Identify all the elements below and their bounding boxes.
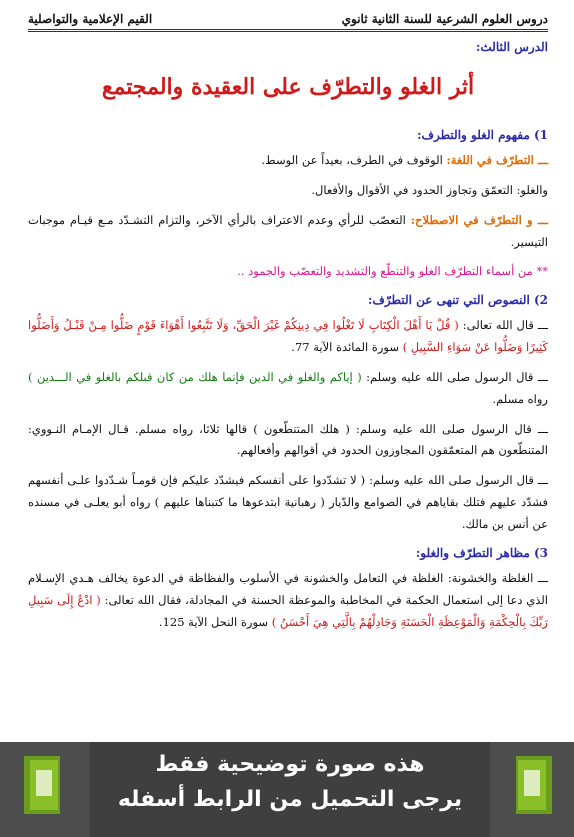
banner-line-2: يرجى التحميل من الرابط أسفله — [117, 787, 463, 812]
hadith-1-intro: ـــ قال الرسول صلى الله عليه وسلم: — [366, 369, 548, 384]
hadith-3: ـــ قال الرسول صلى الله عليه وسلم: ( لا تشدّدوا على أنفسكم فيشدّد عليكم فإن قومـاً شـدّدوا علـى أنفسهم فشدّد عليهم فتلك بقاياهم في الصوامع والدّيار ( رهبانية ابتدعوها ما كتبناها عليهم ) رواه أبو يعلـى في مسنده عن أنس بن مالك. — [28, 473, 548, 531]
book-icon — [508, 750, 556, 820]
quran-verse-1-ref: سورة المائدة الآية 77. — [291, 340, 399, 355]
manifestation-1-ref: سورة النحل الآية 125. — [158, 614, 269, 629]
section-3-title: 3) مظاهر التطرّف والغلو: — [415, 545, 548, 560]
download-notice-banner — [90, 742, 490, 837]
banner-line-1: هذه صورة توضيحية فقط — [155, 752, 425, 777]
hadith-2: ـــ قال الرسول صلى الله عليه وسلم: ( هلك المتنطّعون ) قالها ثلاثا، رواه مسلم. قـال الإمـام النـووي: المتنطّعون هم المتعمّقون المجاوزون الحدود في أقوالهم وأفعالهم. — [28, 421, 548, 458]
definition-ghuluw: والغلو: التعمّق وتجاوز الحدود في الأقوال والأفعال. — [311, 182, 548, 197]
lesson-title: أثر الغلو والتطرّف على العقيدة والمجتمع — [101, 74, 475, 100]
book-icon — [20, 750, 68, 820]
definition-term-text: التعصّب للرأي وعدم الاعتراف بالرأي الآخر، والتزام التشـدّد مـع قيـام موجبات التيسير. — [28, 212, 548, 249]
quran-verse-1-text: ( قُلْ يَا أَهْلَ الْكِتَابِ لَا تَغْلُوا فِي دِينِكُمْ غَيْرَ الْحَقِّ، وَلَا تَتَّبِعُوا أَهْوَاءَ قَوْمٍ ضَلُّوا مِـنْ قَبْـلُ وَأَضَلُّوا كَثِيرًا وَضَلُّوا عَنْ سَوَاءِ السَّبِيلِ ) — [28, 318, 548, 355]
definition-language-text: الوقوف في الطرف، بعيداً عن الوسط. — [261, 153, 443, 167]
definition-term — [28, 210, 548, 254]
quran-verse-1-intro: ـــ قال الله تعالى: — [462, 318, 548, 333]
section-1-title: 1) مفهوم الغلو والتطرف: — [417, 128, 548, 142]
hadith-1-text: ( إياكم والغلو في الدين فإنما هلك من كان قبلكم بالغلو في الـــدين ) — [28, 369, 362, 384]
manifestation-1-text: ـــ الغلظة والخشونة: الغلظة في التعامل والخشونة في الأسلوب والفظاظة في الدعوة يخالف هـدي الإسـلام الذي دعا إلى استعمال الحكمة في المخاطبة والموعظة الحسنة في المجادلة، فقال الله تعالى: — [28, 570, 549, 607]
names-note: ** من أسماء التطرّف الغلو والتنطّع والتشديد والتعصّب والجمود .. — [237, 264, 548, 279]
header-unit-title: القيم الإعلامية والتواصلية — [28, 12, 153, 26]
document-page — [28, 12, 548, 641]
page-header — [28, 12, 548, 32]
quran-verse-1 — [28, 315, 548, 359]
header-course-title: دروس العلوم الشرعية للسنة الثانية ثانوي — [341, 12, 548, 26]
definition-language — [28, 150, 548, 172]
definition-term-label: ـــ و التطرّف في الاصطلاح: — [410, 212, 548, 227]
lesson-label: الدرس الثالث: — [475, 40, 548, 54]
hadith-1 — [28, 367, 548, 411]
hadith-1-ref: رواه مسلم. — [492, 391, 548, 406]
manifestation-1-quran: ( ادْعُ إِلَى سَبِيلِ رَبِّكَ بِالْحِكْمَةِ وَالْمَوْعِظَةِ الْحَسَنَةِ وَجَادِلْهُمْ بِالَّتِي هِيَ أَحْسَنُ ) — [28, 592, 548, 629]
definition-language-label: ـــ التطرّف في اللغة: — [446, 153, 548, 167]
section-2-title: 2) النصوص التي تنهى عن التطرّف: — [368, 293, 548, 308]
manifestation-1 — [28, 568, 548, 634]
